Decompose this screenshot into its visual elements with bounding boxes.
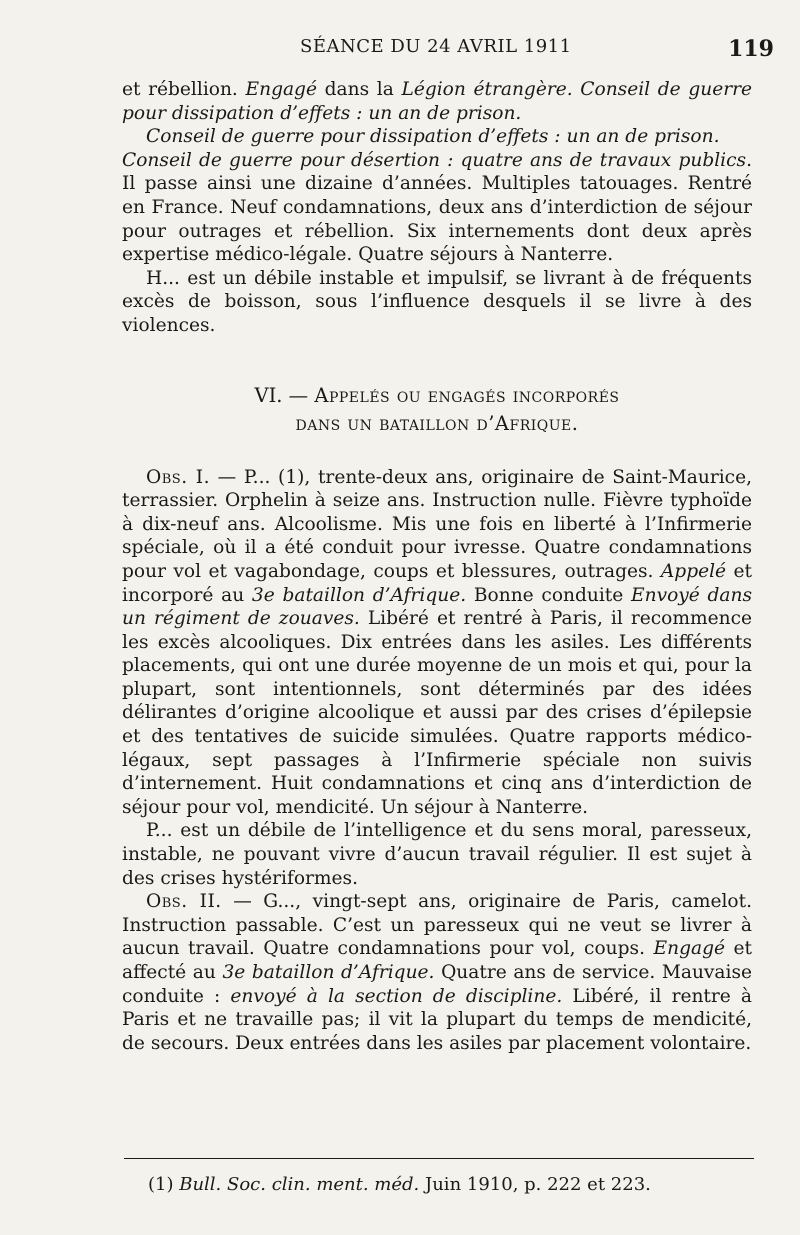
italic-text: Appelé bbox=[660, 560, 727, 582]
text-run: dans la bbox=[316, 79, 402, 100]
observations bbox=[122, 466, 752, 1056]
paragraph bbox=[122, 890, 752, 1055]
text-run: et rébellion. bbox=[122, 79, 246, 100]
section-heading-line-1 bbox=[122, 382, 752, 410]
text-run: . Il passe ainsi une dizaine d’années. Multiples tatouages. Rentré en France. Neuf condamnations, deux ans d’interdiction de séjour pour outrages et rébellion. Six internements dont deux après expertise médico-légale. Quatre séjours à Nanterre. bbox=[122, 149, 752, 266]
italic-text: Conseil de guerre pour désertion : quatre ans de travaux publics bbox=[122, 149, 747, 171]
text-run: P... est un débile de l’intelligence et du sens moral, paresseux, instable, ne pouvant vivre d’aucun travail régulier. Il est sujet à des crises hystériformes. bbox=[122, 820, 752, 889]
italic-text: Envoyé dans un régiment de zouaves. bbox=[122, 584, 752, 630]
text-run: Libéré, il rentre à Paris et ne travaille pas; il vit la plupart du temps de mendicité, de secours. Deux entrées dans les asiles par placement volontaire. bbox=[122, 985, 753, 1054]
text-run: Obs. II. bbox=[146, 891, 222, 913]
italic-text: 3e bataillon d’Afrique. bbox=[251, 584, 467, 606]
section-title-2: dans un bataillon d’Afrique. bbox=[295, 411, 579, 435]
italic-text: Engagé bbox=[653, 938, 725, 960]
italic-text: envoyé à la section de discipline. bbox=[230, 985, 563, 1007]
footnote bbox=[148, 1174, 651, 1195]
text-run: Bonne conduite bbox=[466, 584, 632, 606]
italic-text: Conseil de guerre pour dissipation d’effets : un an de prison. bbox=[146, 126, 720, 148]
section-heading bbox=[122, 382, 752, 438]
paragraph bbox=[122, 149, 752, 267]
footnote-marker: (1) bbox=[148, 1174, 180, 1195]
paragraph bbox=[122, 125, 752, 149]
section-number: VI. — bbox=[254, 383, 315, 407]
text-run: et incorporé au bbox=[122, 560, 752, 606]
page-body bbox=[122, 78, 752, 1055]
section-title-1: Appelés ou engagés incorporés bbox=[314, 383, 620, 407]
italic-text: 3e bataillon d’Afrique. bbox=[222, 962, 435, 983]
text-run: — P... (1), trente-deux ans, originaire de Saint-Maurice, terrassier. Orphelin à seize ans. Instruction nulle. Fièvre typhoïde à dix-neuf ans. Alcoolisme. Mis une fois en liberté à l’Infirmerie spéciale, où il a été conduit pour ivresse. Quatre condamnations pour vol et vagabondage, coups et blessures, outrages. bbox=[122, 466, 752, 582]
page-number: 119 bbox=[728, 36, 774, 62]
text-run: et affecté au bbox=[122, 938, 752, 983]
text-run: Libéré et rentré à Paris, il recommence les excès alcooliques. Dix entrées dans les asiles. Les différents placements, qui ont une durée moyenne de un mois et qui, pour la plupart, sont intentionnels, sont déterminés par des idées délirantes d’origine alcoolique et aussi par des crises d’épilepsie et des tentatives de suicide simulées. Quatre rapports médico-légaux, sept passages à l’Infirmerie spéciale non suivis d’internement. Huit condamnations et cinq ans d’interdiction de séjour pour vol, mendicité. Un séjour à Nanterre. bbox=[122, 608, 752, 818]
paragraph bbox=[122, 819, 752, 890]
paragraph bbox=[122, 78, 752, 125]
footnote-reference: Juin 1910, p. 222 et 223. bbox=[419, 1174, 651, 1195]
intro-paragraphs bbox=[122, 78, 752, 338]
paragraph bbox=[122, 267, 752, 338]
text-run: Obs. I. bbox=[146, 466, 211, 488]
text-run: H... est un débile instable et impulsif, se livrant à de fréquents excès de boisson, sous l’influence desquels il se livre à des violences. bbox=[122, 267, 752, 336]
footnote-divider bbox=[124, 1158, 754, 1159]
italic-text: Engagé bbox=[245, 79, 317, 100]
page-header bbox=[120, 36, 774, 66]
running-title: SÉANCE DU 24 AVRIL 1911 bbox=[300, 36, 572, 57]
footnote-journal: Bull. Soc. clin. ment. méd. bbox=[179, 1174, 420, 1195]
text-run: Quatre ans de service. Mauvaise conduite : bbox=[122, 962, 753, 1007]
italic-text: Légion étrangère. Conseil de guerre pour dissipation d’effets : un an de prison. bbox=[122, 79, 752, 124]
text-run: — G..., vingt-sept ans, originaire de Paris, camelot. Instruction passable. C’est un paresseux qui ne veut se livrer à aucun travail. Quatre condamnations pour vol, coups. bbox=[122, 891, 753, 960]
paragraph bbox=[122, 466, 752, 820]
